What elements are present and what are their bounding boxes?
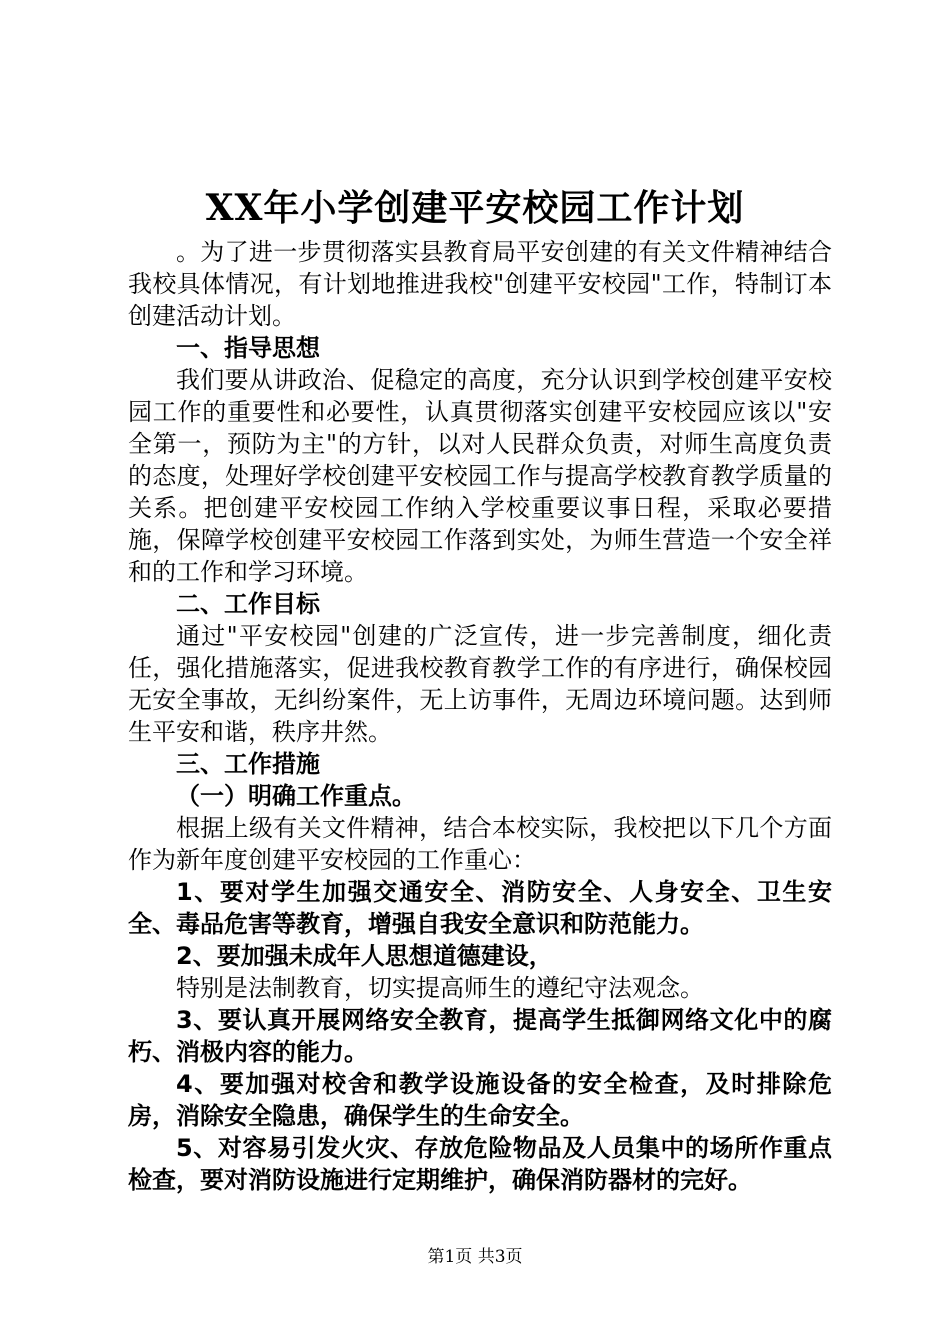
section-heading-work-goals: 二、工作目标 — [176, 590, 320, 618]
list-item-2: 2、要加强未成年人思想道德建设， — [176, 942, 553, 970]
list-item-1: 1、要对学生加强交通安全、消防安全、人身安全、卫生安全、毒品危害等教育，增强自我安全意识和防范能力。 — [128, 878, 832, 938]
list-item-3: 3、要认真开展网络安全教育，提高学生抵御网络文化中的腐朽、消极内容的能力。 — [128, 1006, 832, 1066]
page-number-footer: 第1页 共3页 — [427, 1247, 523, 1267]
subsection-heading-key-points: （一）明确工作重点。 — [176, 782, 416, 810]
section-heading-guiding-thought: 一、指导思想 — [176, 334, 320, 362]
list-item-2-continuation: 特别是法制教育，切实提高师生的遵纪守法观念。 — [176, 974, 704, 1002]
list-item-4: 4、要加强对校舍和教学设施设备的安全检查，及时排除危房，消除安全隐患，确保学生的生命安全。 — [128, 1070, 832, 1130]
work-goals-paragraph: 通过"平安校园"创建的广泛宣传，进一步完善制度，细化责任，强化措施落实，促进我校教育教学工作的有序进行，确保校园无安全事故，无纠纷案件，无上访事件，无周边环境问题。达到师生平安和谐，秩序井然。 — [128, 622, 832, 746]
document-title: XX年小学创建平安校园工作计划 — [205, 187, 745, 229]
document-body — [128, 236, 832, 1196]
section-heading-work-measures: 三、工作措施 — [176, 750, 320, 778]
key-points-paragraph: 根据上级有关文件精神，结合本校实际，我校把以下几个方面作为新年度创建平安校园的工作重心： — [128, 814, 832, 874]
guiding-thought-paragraph: 我们要从讲政治、促稳定的高度，充分认识到学校创建平安校园工作的重要性和必要性，认真贯彻落实创建平安校园应该以"安全第一，预防为主"的方针，以对人民群众负责，对师生高度负责的态度，处理好学校创建平安校园工作与提高学校教育教学质量的关系。把创建平安校园工作纳入学校重要议事日程，采取必要措施，保障学校创建平安校园工作落到实处，为师生营造一个安全祥和的工作和学习环境。 — [128, 366, 832, 586]
intro-paragraph: 。为了进一步贯彻落实县教育局平安创建的有关文件精神结合我校具体情况，有计划地推进我校"创建平安校园"工作，特制订本创建活动计划。 — [128, 238, 832, 330]
list-item-5: 5、对容易引发火灾、存放危险物品及人员集中的场所作重点检查，要对消防设施进行定期维护，确保消防器材的完好。 — [128, 1134, 832, 1194]
